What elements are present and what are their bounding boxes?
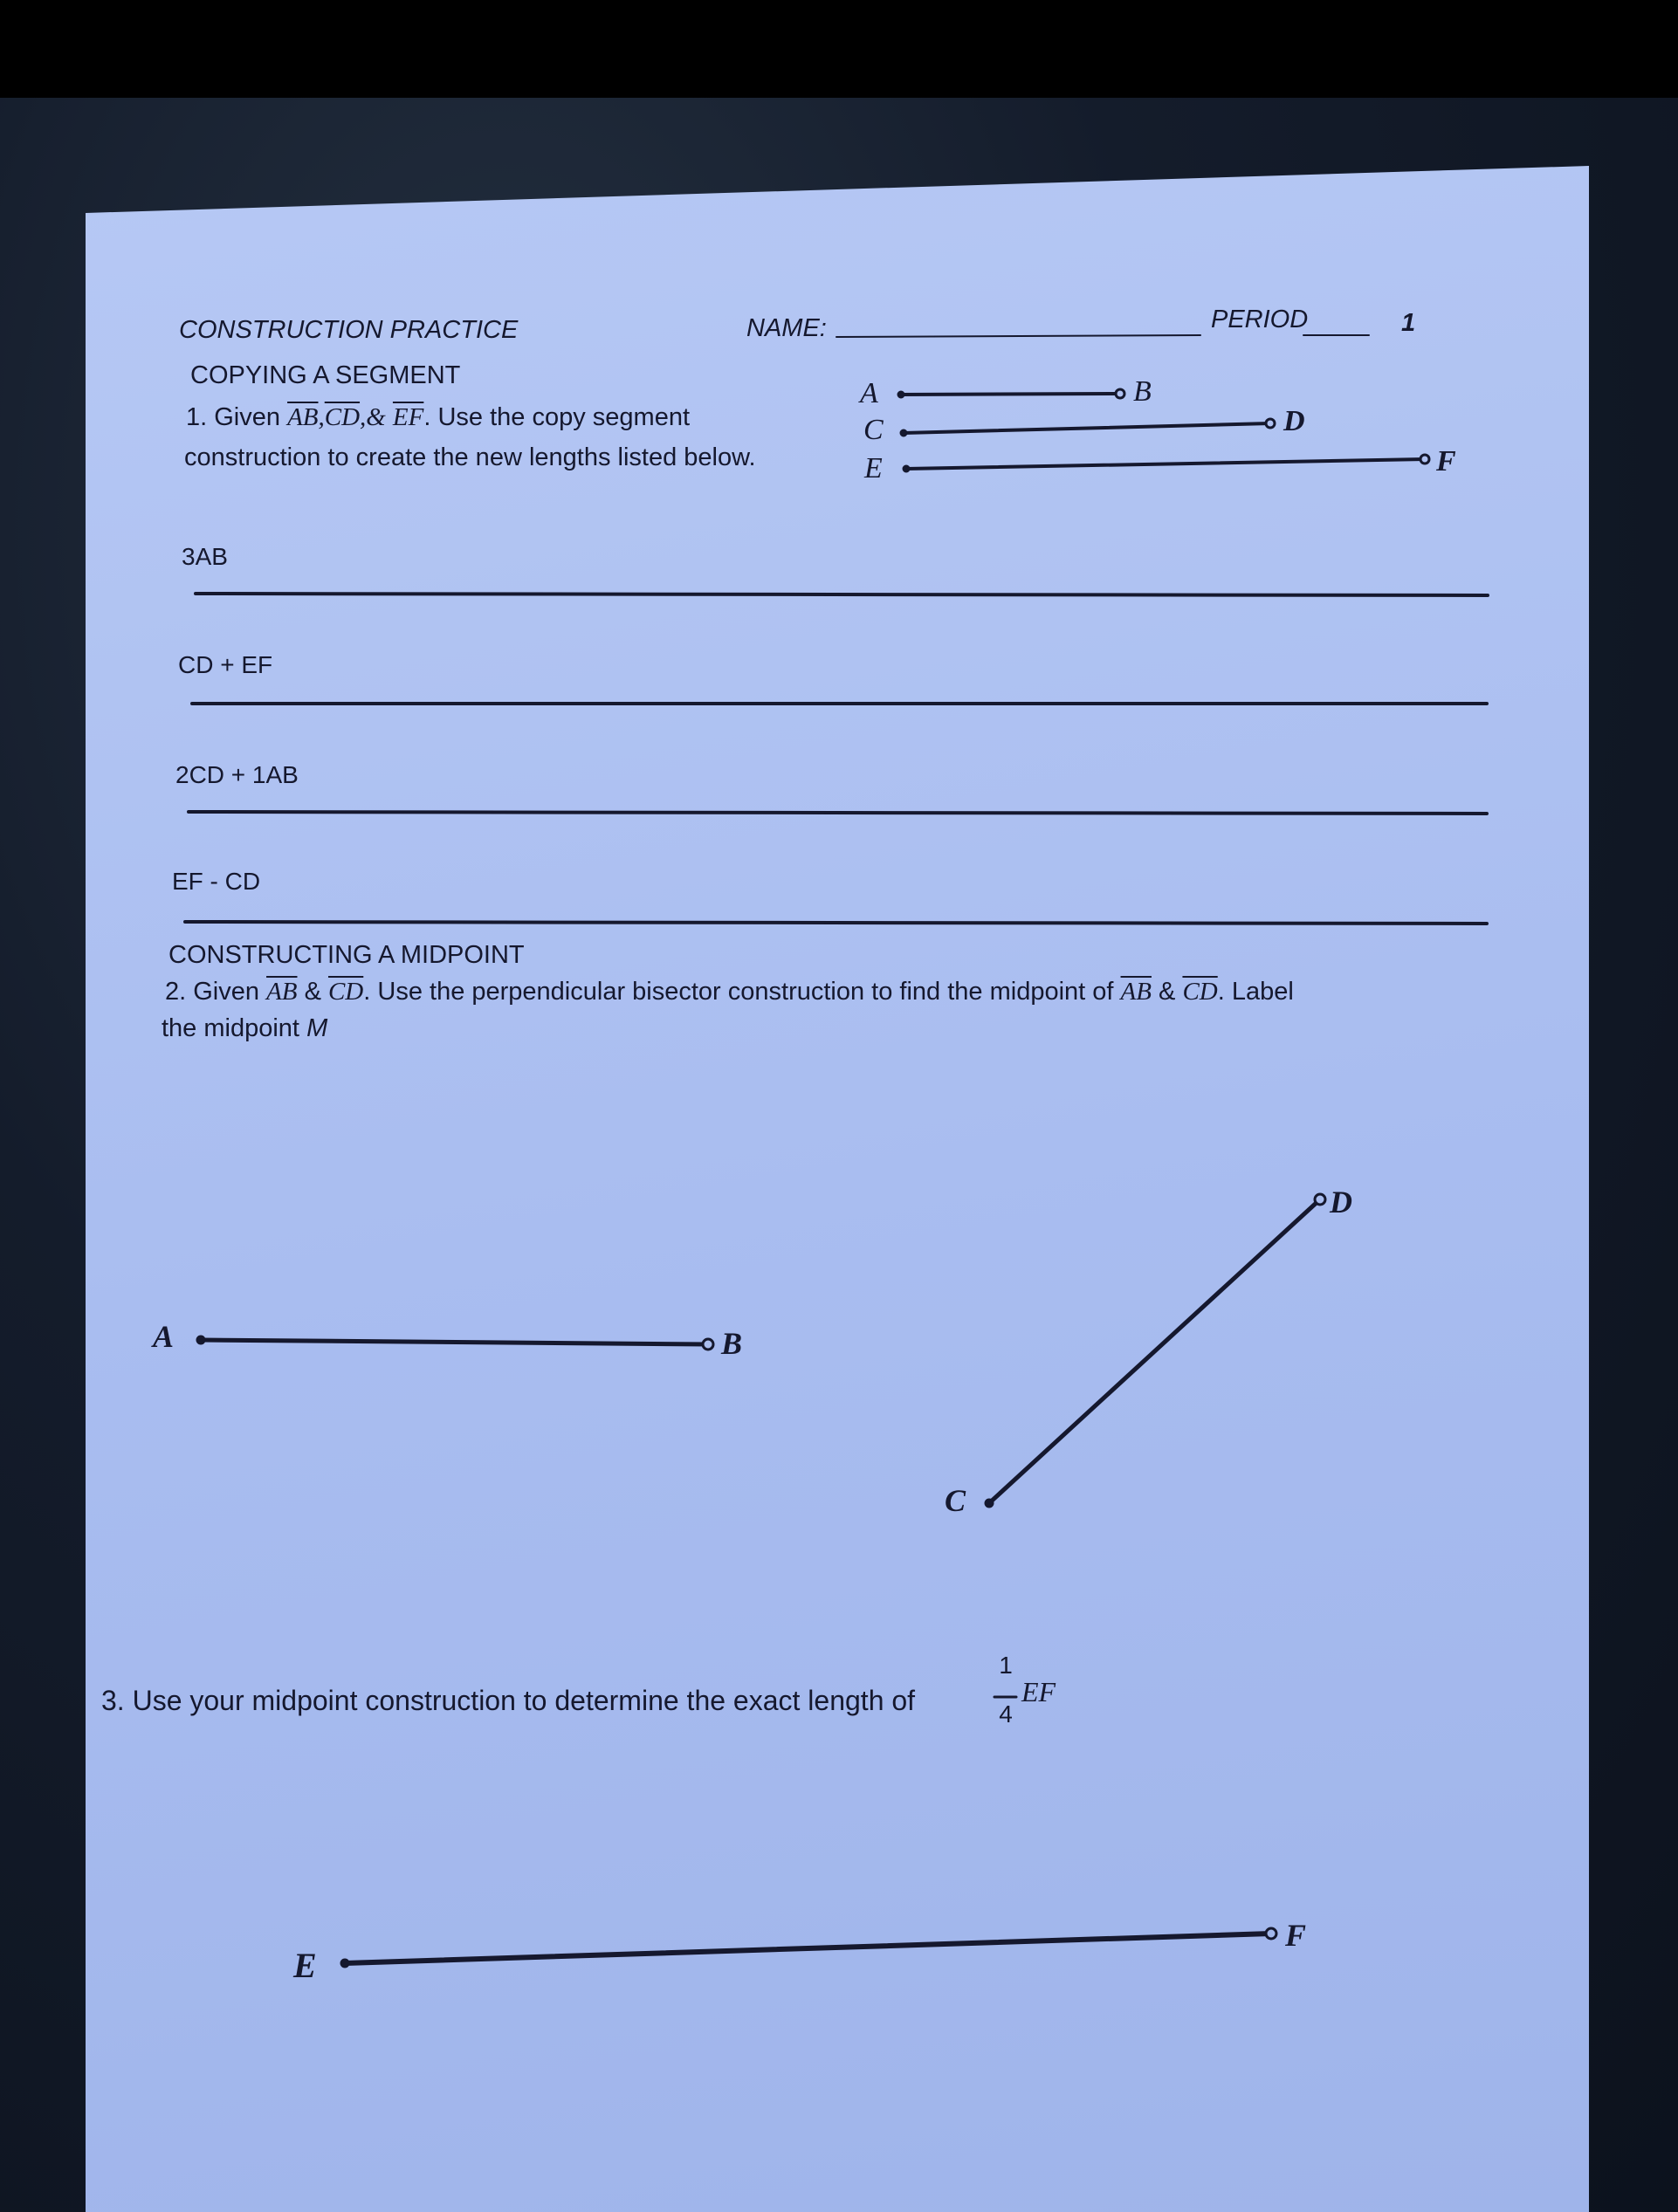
- ampersand-3: &: [1159, 978, 1176, 1006]
- point-a2-label: A: [153, 1319, 175, 1354]
- point-c-label: C: [863, 414, 884, 446]
- prompt-ef-minus-cd: EF - CD: [172, 868, 261, 895]
- point-e-label: E: [864, 452, 883, 484]
- midpoint-letter: M: [306, 1014, 328, 1042]
- instruction-tail: . Use the copy segment: [423, 403, 691, 431]
- point-e3-dot: [340, 1959, 349, 1968]
- section2-heading: CONSTRUCTING A MIDPOINT: [168, 941, 525, 969]
- point-b-dot: [1116, 389, 1124, 398]
- name-blank-line: [836, 335, 1200, 337]
- segment-cd-label-2: $\overline{CD}$: [327, 978, 364, 1006]
- point-f-dot: [1420, 455, 1429, 464]
- segment-cd-label: $\overline{CD}$: [324, 403, 361, 431]
- segment-ab: [901, 394, 1120, 395]
- prompt-cd-plus-ef: CD + EF: [178, 651, 273, 678]
- point-b2-label: B: [721, 1326, 743, 1361]
- fraction-denominator: 4: [999, 1700, 1013, 1728]
- segment-cd: [904, 423, 1270, 433]
- point-a-dot: [897, 391, 904, 398]
- point-f-label: F: [1436, 445, 1456, 477]
- point-b2-dot: [703, 1339, 713, 1350]
- answer-line-ef-minus-cd: [185, 922, 1487, 924]
- fraction-segment-ef: EF: [1021, 1676, 1056, 1707]
- point-e3-label: E: [293, 1946, 317, 1985]
- midpoint-text: the midpoint: [162, 1014, 299, 1042]
- point-a-label: A: [860, 377, 878, 409]
- segment-ab-2: [201, 1340, 708, 1344]
- section3-question: 3. Use your midpoint construction to determine the exact length of: [101, 1685, 916, 1716]
- prompt-3ab: 3AB: [182, 543, 228, 570]
- ampersand-2: &: [304, 978, 321, 1006]
- point-d2-dot: [1315, 1194, 1325, 1205]
- period-label: PERIOD: [1211, 306, 1309, 333]
- worksheet-title: CONSTRUCTION PRACTICE: [179, 316, 519, 344]
- segment-ab-label-2: $\overline{AB}$: [266, 978, 298, 1006]
- segment-cd-label-3: $\overline{CD}$: [1182, 978, 1218, 1006]
- point-c2-dot: [985, 1499, 994, 1508]
- point-b-label: B: [1133, 375, 1152, 408]
- point-c-dot: [900, 429, 907, 436]
- answer-line-2cd-plus-1ab: [189, 812, 1487, 814]
- section1-heading: COPYING A SEGMENT: [190, 361, 461, 389]
- point-f3-dot: [1266, 1928, 1276, 1939]
- point-d-label: D: [1283, 405, 1305, 437]
- given-prefix-2: 2. Given: [165, 978, 259, 1006]
- segment-cd-2: [989, 1199, 1320, 1503]
- point-d2-label: D: [1330, 1185, 1352, 1219]
- segment-ab-label: $\overline{AB}$: [287, 403, 319, 431]
- section2-instruction: . Use the perpendicular bisector construction to find the midpoint of: [363, 978, 1114, 1006]
- ampersand: ,&: [360, 403, 386, 431]
- segment-ef-3: [345, 1934, 1271, 1963]
- segment-ab-label-3: $\overline{AB}$: [1120, 978, 1152, 1006]
- point-e-dot: [903, 465, 910, 472]
- point-d-dot: [1266, 419, 1275, 428]
- point-c2-label: C: [945, 1483, 966, 1518]
- period-value: 1: [1401, 309, 1416, 337]
- answer-line-3ab: [196, 594, 1488, 595]
- prompt-2cd-plus-1ab: 2CD + 1AB: [175, 761, 299, 788]
- comma: ,: [318, 403, 325, 431]
- point-f3-label: F: [1285, 1918, 1307, 1953]
- segment-ef: [906, 459, 1425, 469]
- point-a2-dot: [196, 1336, 205, 1344]
- given-prefix: 1. Given: [186, 403, 280, 431]
- name-label: NAME:: [746, 314, 827, 342]
- segment-ef-label: $\overline{EF}$: [392, 403, 424, 431]
- fraction-numerator: 1: [999, 1652, 1013, 1679]
- label-tail: . Label: [1217, 978, 1294, 1006]
- section1-instruction-line2: construction to create the new lengths listed below.: [184, 443, 756, 471]
